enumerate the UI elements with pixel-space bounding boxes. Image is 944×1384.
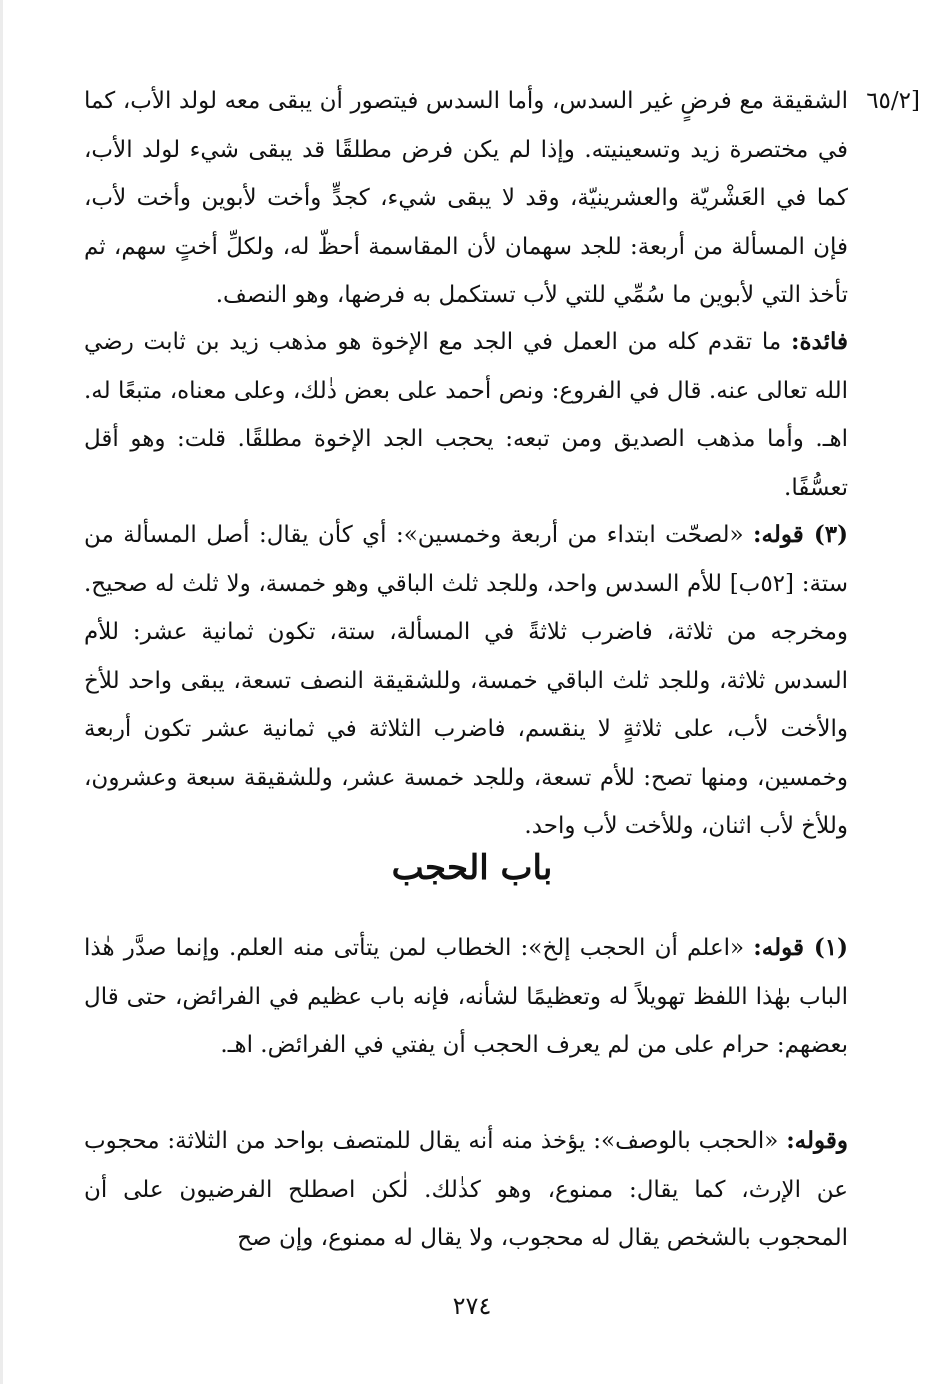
paragraph-5-lead: وقوله: — [786, 1127, 848, 1154]
scan-edge-mark — [0, 0, 3, 1384]
paragraph-5 — [84, 1117, 848, 1263]
paragraph-4 — [84, 924, 848, 1070]
paragraph-3-lead: (٣) قوله: — [753, 521, 848, 548]
paragraph-3-text — [84, 511, 848, 851]
page-number: ٢٧٤ — [452, 1292, 492, 1320]
section-heading: باب الحجب — [391, 848, 553, 888]
paragraph-note-text — [84, 318, 848, 512]
paragraph-4-body: «اعلم أن الحجب إلخ»: الخطاب لمن يتأتى منه العلم. وإنما صدَّر هٰذا الباب بهٰذا اللفظ تهويلاً له وتعظيمًا لشأنه، فإنه باب عظيم في الفرائض، حتى قال بعضهم: حرام على من لم يعرف الحجب أن يفتي في الفرائض. اهـ. — [84, 935, 848, 1058]
paragraph-5-text — [84, 1117, 848, 1263]
paragraph-note — [84, 318, 848, 512]
paragraph-1-text: الشقيقة مع فرضٍ غير السدس، وأما السدس فيتصور أن يبقى معه لولد الأب، كما في مختصرة زيد وتسعينيته. وإذا لم يكن فرض مطلقًا قد يبقى شيء لولد الأب، كما في العَشْريّة والعشرينيّة، وقد لا يبقى شيء، كجدٍّ وأخت لأبوين وأخت لأب، فإن المسألة من أربعة: للجد سهمان لأن المقاسمة أحظّ له، ولكلِّ أختٍ سهم، ثم تأخذ التي لأبوين ما سُمِّي للتي لأب تستكمل به فرضها، وهو النصف. — [84, 88, 848, 308]
note-lead: فائدة: — [790, 328, 848, 355]
paragraph-1 — [84, 77, 848, 320]
paragraph-3 — [84, 511, 848, 851]
note-body: ما تقدم كله من العمل في الجد مع الإخوة هو مذهب زيد بن ثابت رضي الله تعالى عنه. قال في الفروع: ونص أحمد على بعض ذٰلك، وعلى معناه، متبعًا له. اهـ. وأما مذهب الصديق ومن تبعه: يحجب الجد الإخوة مطلقًا. قلت: وهو أقل تعسُّفًا. — [84, 329, 848, 501]
paragraph-3-body: «لصحّت ابتداء من أربعة وخمسين»: أي كأن يقال: أصل المسألة من ستة: [٥٢ب] للأم السدس واحد، وللجد ثلث الباقي وهو خمسة، ولا ثلث له صحيح. ومخرجه من ثلاثة، فاضرب ثلاثةً في المسألة، ستة، تكون ثمانية عشر: للأم السدس ثلاثة، وللجد ثلث الباقي خمسة، وللشقيقة النصف تسعة، يبقى واحد للأخ والأخت لأب، على ثلاثةٍ لا ينقسم، فاضرب الثلاثة في ثمانية عشر تكون أربعة وخمسين، ومنها تصح: للأم تسعة، وللجد خمسة عشر، وللشقيقة سبعة وعشرون، وللأخ لأب اثنان، وللأخت لأب واحد. — [84, 522, 848, 839]
paragraph-5-body: «الحجب بالوصف»: يؤخذ منه أنه يقال للمتصف بواحد من الثلاثة: محجوب عن الإرث، كما يقال: ممنوع، وهو كذٰلك. لٰكن اصطلح الفرضيون على أن المحجوب بالشخص يقال له محجوب، ولا يقال له ممنوع، وإن صح — [84, 1128, 848, 1251]
margin-reference: [٦٥/٢ — [866, 88, 920, 114]
paragraph-4-text — [84, 924, 848, 1070]
paragraph-4-lead: (١) قوله: — [753, 934, 848, 961]
